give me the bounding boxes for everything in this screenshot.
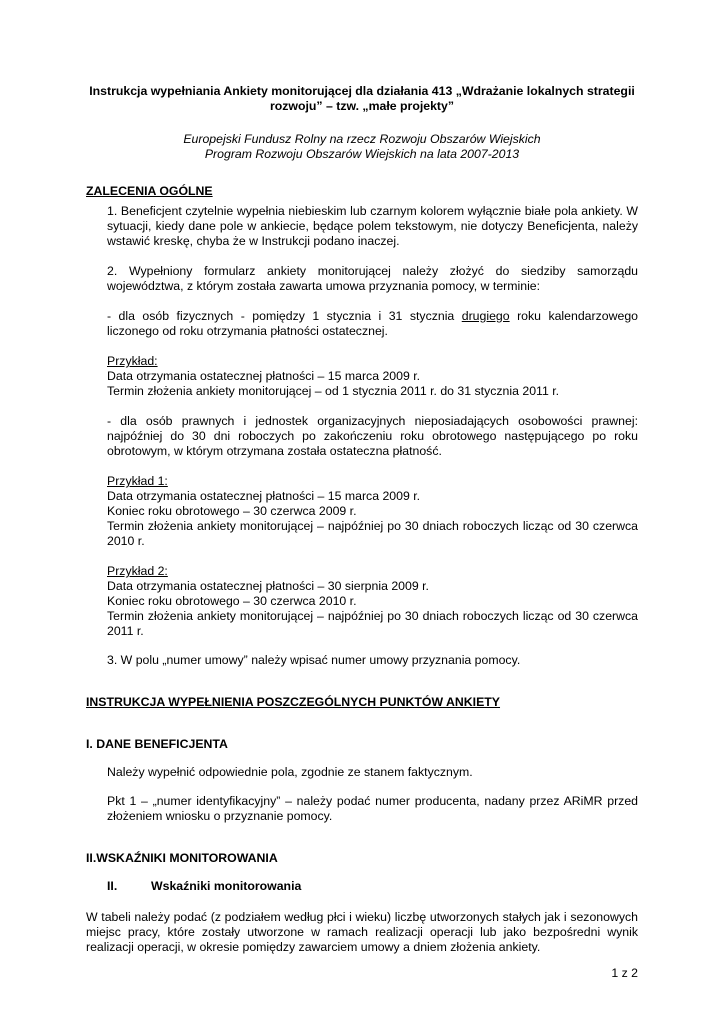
example-label: Przykład: [107,354,158,368]
example-block [107,354,638,399]
example-1-line-3: Termin złożenia ankiety monitorującej – najpóźniej po 30 dniach roboczych licząc od 30 czerwca 2010 r. [107,519,638,548]
document-title [86,84,638,114]
natural-text-post: roku kalendarzowego liczonego od roku otrzymania płatności ostatecznej. [107,309,639,338]
beneficiary-paragraph-2: Pkt 1 – „numer identyfikacyjny” – należy podać numer producenta, nadany przez ARiMR przed złożeniem wniosku o przyznanie pomocy. [107,794,638,823]
indicators-sub-title: Wskaźniki monitorowania [151,879,302,893]
example-1-block [107,474,638,549]
example-2-line-1: Data otrzymania ostatecznej płatności – 30 sierpnia 2009 r. [107,579,429,593]
program-subtitle [86,132,638,162]
example-2-block [107,564,638,639]
legal-persons-deadline: - dla osób prawnych i jednostek organizacyjnych nieposiadających osobowości prawnej: najpóźniej do 30 dni roboczych po zakończeniu roku obrotowego następującego po roku obrotowym, w którym otrzymana została ostateczna płatność. [107,414,638,458]
example-1-label: Przykład 1: [107,474,168,488]
title-line-1: Instrukcja wypełniania Ankiety monitorującej dla działania 413 „Wdrażanie lokalnych strategii [89,84,635,98]
indicators-heading: II.WSKAŹNIKI MONITOROWANIA [86,851,278,865]
example-line-1: Data otrzymania ostatecznej płatności – 15 marca 2009 r. [107,369,421,383]
subtitle-line-1: Europejski Fundusz Rolny na rzecz Rozwoju Obszarów Wiejskich [183,132,541,146]
general-item-2: 2. Wypełniony formularz ankiety monitorującej należy złożyć do siedziby samorządu województwa, z którym została zawarta umowa przyznania pomocy, w terminie: [107,264,638,293]
indicators-sub-number: II. [107,879,118,893]
example-1-line-1: Data otrzymania ostatecznej płatności – 15 marca 2009 r. [107,489,421,503]
title-line-2: rozwoju” – tzw. „małe projekty” [269,99,455,113]
general-section [107,204,638,668]
instructions-heading: INSTRUKCJA WYPEŁNIENIA POSZCZEGÓLNYCH PUNKTÓW ANKIETY [86,695,501,709]
example-line-2: Termin złożenia ankiety monitorującej – od 1 stycznia 2011 r. do 31 stycznia 2011 r. [107,384,560,398]
beneficiary-paragraph-1: Należy wypełnić odpowiednie pola, zgodnie ze stanem faktycznym. [107,765,473,779]
general-item-3: 3. W polu „numer umowy” należy wpisać numer umowy przyznania pomocy. [107,653,521,667]
page-number: 1 z 2 [611,966,638,980]
document-page [86,84,638,955]
example-2-label: Przykład 2: [107,564,168,578]
general-heading: ZALECENIA OGÓLNE [86,184,213,198]
natural-text-underlined: drugiego [461,309,510,323]
beneficiary-heading: I. DANE BENEFICJENTA [86,737,228,751]
example-1-line-2: Koniec roku obrotowego – 30 czerwca 2009 r. [107,504,357,518]
natural-persons-deadline [107,309,638,339]
beneficiary-section [107,765,638,824]
general-item-1: 1. Beneficjent czytelnie wypełnia niebieskim lub czarnym kolorem wyłącznie białe pola ankiety. W sytuacji, kiedy dane pole w ankiecie, będące polem tekstowym, nie dotyczy Beneficjenta, należy wstawić kreskę, chyba że w Instrukcji podano inaczej. [107,204,638,248]
natural-text-pre: - dla osób fizycznych - pomiędzy 1 stycznia i 31 stycznia [107,309,462,323]
indicators-paragraph: W tabeli należy podać (z podziałem według płci i wieku) liczbę utworzonych stałych jak i sezonowych miejsc pracy, które zostały utworzone w ramach realizacji operacji lub jako bezpośredni wynik realizacji operacji, w okresie pomiędzy zawarciem umowy a dniem złożenia ankiety. [86,910,638,954]
indicators-subheading [107,879,638,894]
example-2-line-3: Termin złożenia ankiety monitorującej – najpóźniej po 30 dniach roboczych licząc od 30 czerwca 2011 r. [107,609,638,638]
example-2-line-2: Koniec roku obrotowego – 30 czerwca 2010 r. [107,594,357,608]
subtitle-line-2: Program Rozwoju Obszarów Wiejskich na lata 2007-2013 [204,147,520,161]
